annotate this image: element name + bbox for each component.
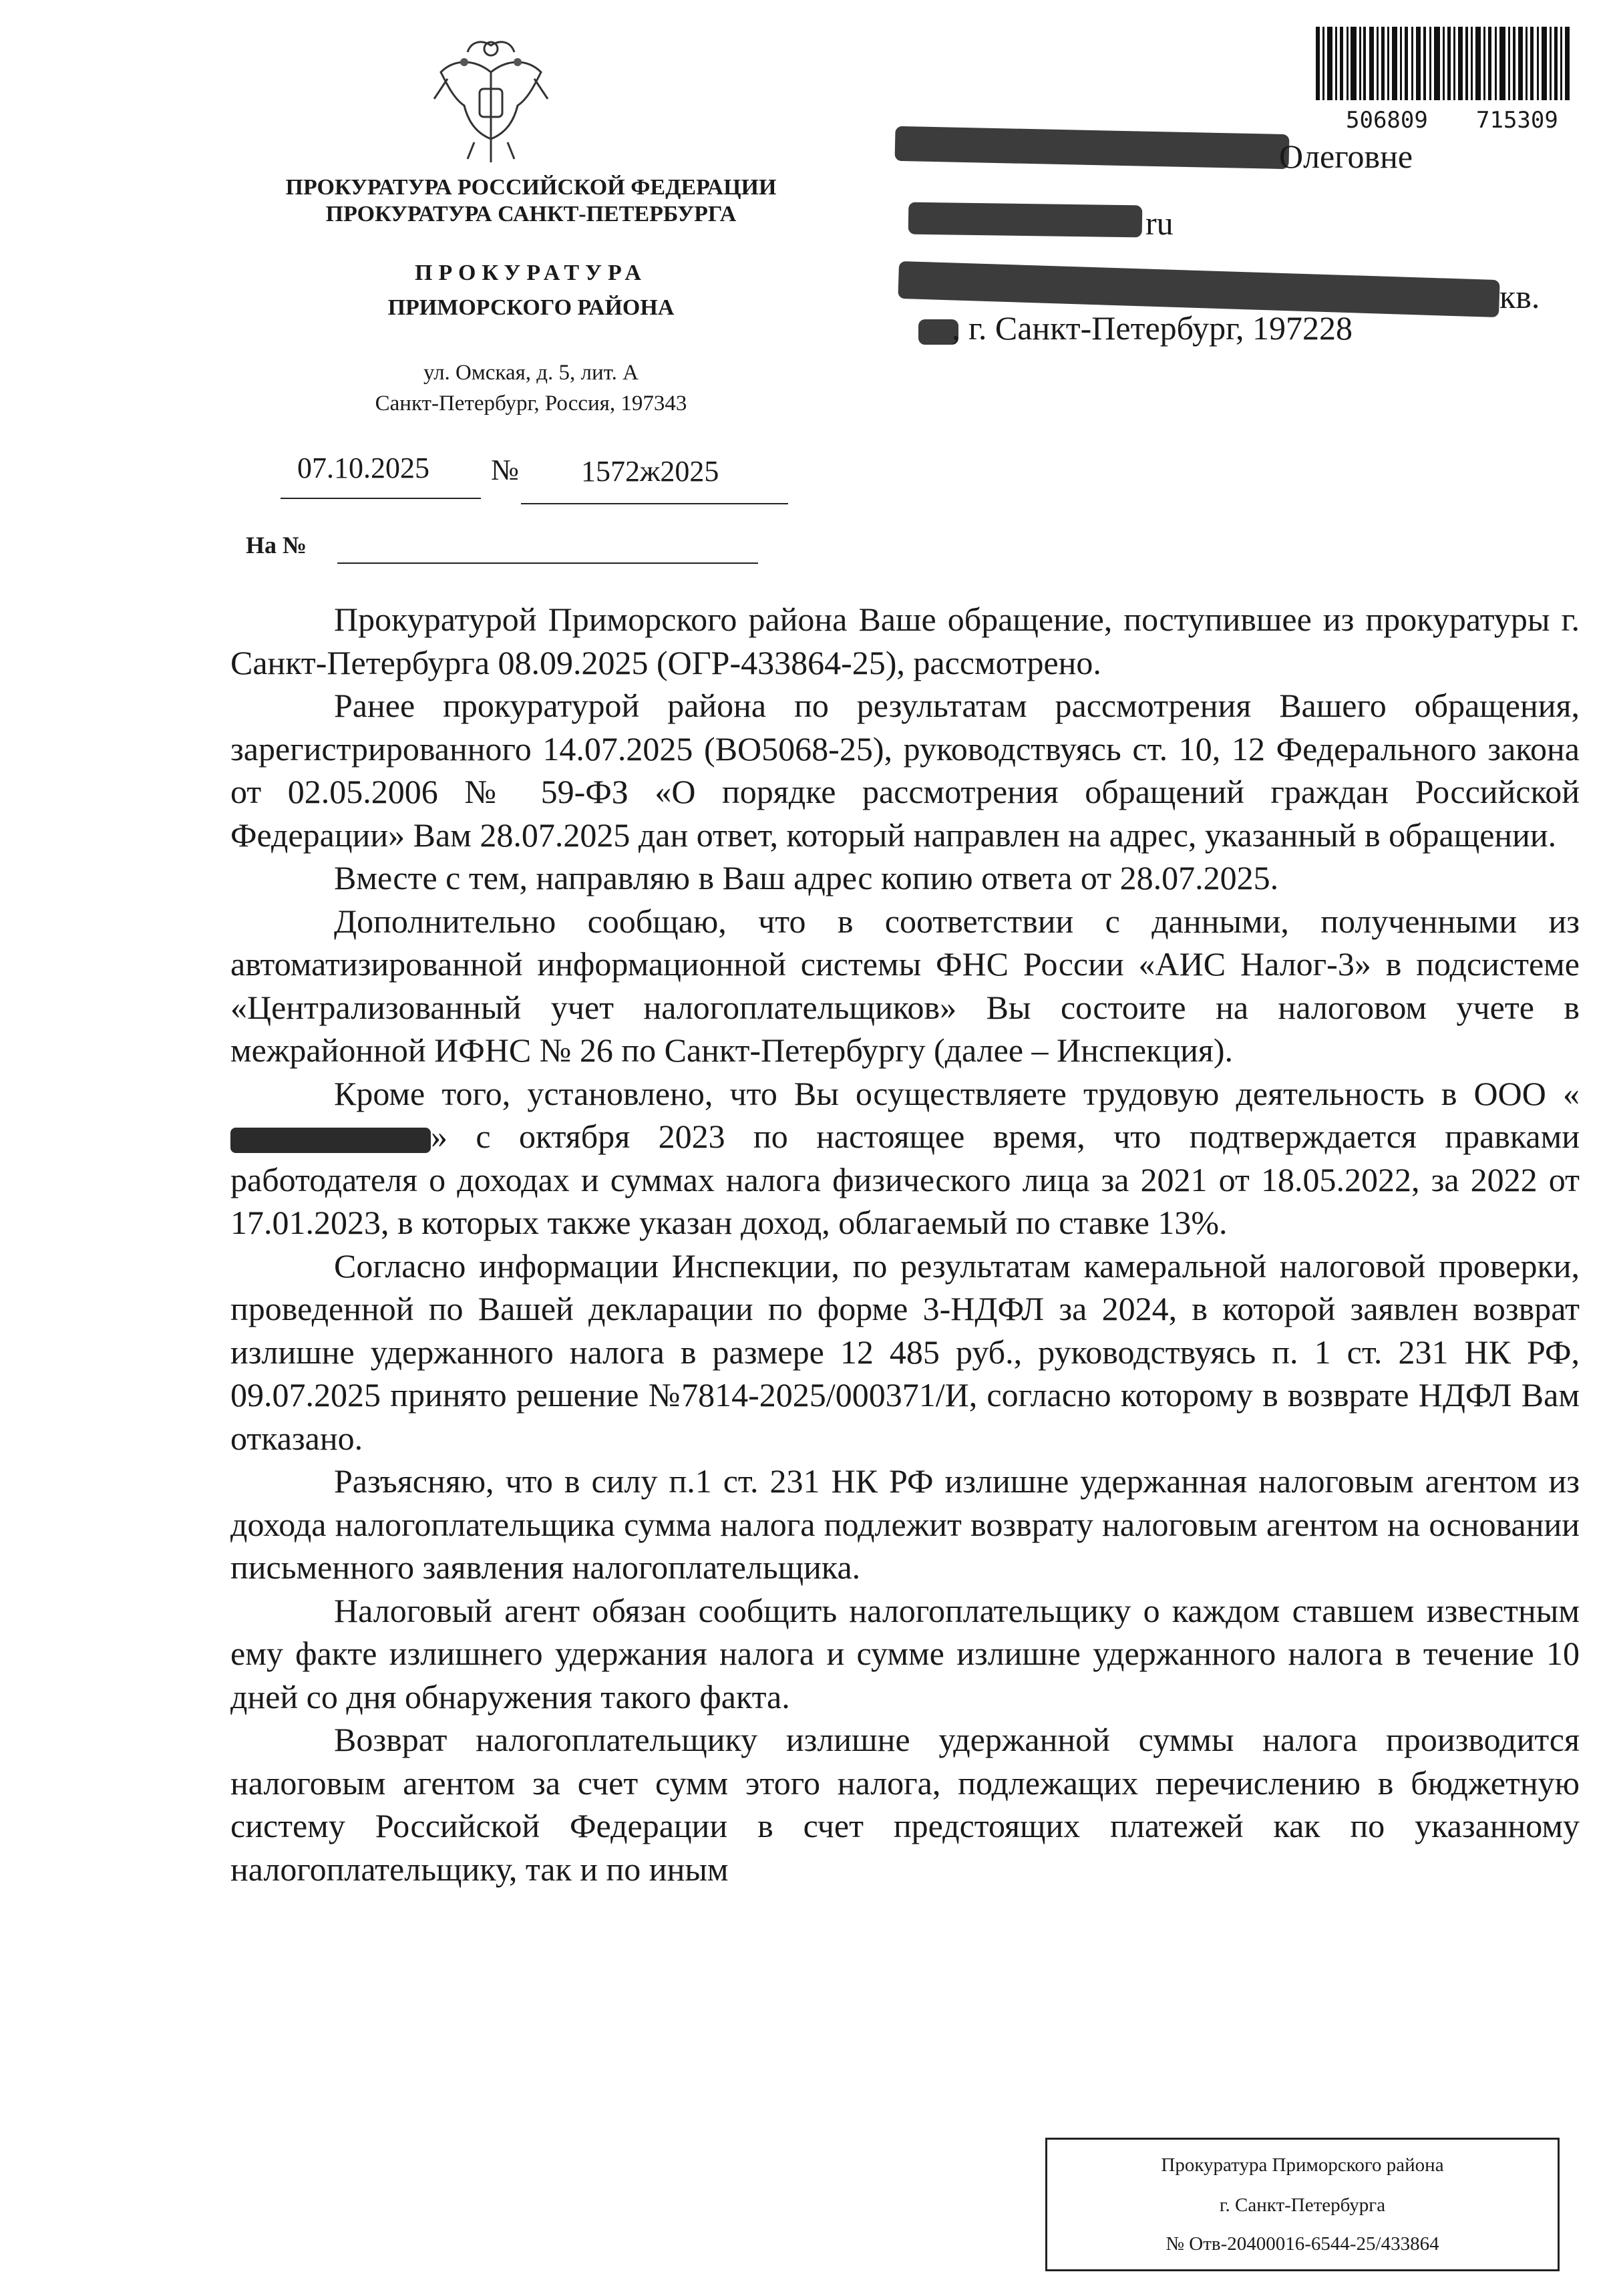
redaction-name [895,126,1290,169]
letter-number: 1572ж2025 [581,455,719,488]
address-line-2: Санкт-Петербург, Россия, 197343 [375,391,687,416]
employment-text-1: Кроме того, установлено, что Вы осуществляете трудовую деятельность в ООО « [334,1074,1580,1112]
number-label: № [491,454,519,486]
recipient-address: кв. [1499,278,1540,315]
recipient-city: , г. Санкт-Петербург, 197228 [952,309,1353,347]
body-paragraph-4: Дополнительно сообщаю, что в соответствии с данными, полученными из автоматизированной информационной системы ФНС России «АИС Налог-3» в подсистеме «Централизованный учет налогоплательщиков» Вы состоите на налоговом учете в межрайонной ИФНС № 26 по Санкт-Петербургу (далее – Инспекция). [230,902,1580,1069]
coat-of-arms-icon [427,32,554,166]
letter-date: 07.10.2025 [297,452,429,484]
number-underline [521,503,788,504]
stamp-line-2: г. Санкт-Петербурга [1219,2194,1386,2216]
body-paragraph-6: Разъясняю, что в силу п.1 ст. 231 НК РФ излишне удержанная налоговым агентом из дохода налогоплательщика сумма налога подлежит возврату налоговым агентом на основании письменного заявления налогоплательщика. [230,1462,1580,1586]
body-paragraph-3: Вместе с тем, направляю в Ваш адрес копию ответа от 28.07.2025. [334,859,1279,896]
redaction-email [908,202,1143,238]
org-line-1: ПРОКУРАТУРА РОССИЙСКОЙ ФЕДЕРАЦИИ [285,175,777,200]
recipient-email: ru [1145,204,1174,242]
body-paragraph-7: Налоговый агент обязан сообщить налогоплательщику о каждом ставшем известным ему факте излишнего удержания налога и сумме излишне удержанного налога в течение 10 дней со дня обнаружения такого факта. [230,1591,1580,1715]
date-underline [281,498,481,499]
body-paragraph-5: Согласно информации Инспекции, по результатам камеральной налоговой проверки, проведенной по Вашей декларации по форме 3-НДФЛ за 2024, в которой заявлен возврат излишне удержанного налога в размере 12 485 руб., руководствуясь п. 1 ст. 231 НК РФ, 09.07.2025 принято решение №7814-2025/000371/И, согласно которому в возврате НДФЛ Вам отказано. [230,1247,1580,1457]
stamp-line-3: № Отв-20400016-6544-25/433864 [1166,2233,1439,2255]
body-paragraph-8: Возврат налогоплательщику излишне удержанной суммы налога производится налоговым агентом за счет сумм этого налога, подлежащих перечислению в бюджетную систему Российской Федерации в счет предстоящих платежей как по указанному налогоплательщику, так и по иным [230,1721,1580,1888]
registration-stamp [1045,2138,1560,2271]
dept-line-1: ПРОКУРАТУРА [415,261,647,285]
recipient-name: Олеговне [1279,138,1413,175]
address-line-1: ул. Омская, д. 5, лит. А [423,361,639,385]
ref-label: На № [246,532,307,558]
barcode-left-digits: 506809 [1346,107,1428,134]
stamp-line-1: Прокуратура Приморского района [1161,2154,1444,2176]
org-line-2: ПРОКУРАТУРА САНКТ-ПЕТЕРБУРГА [325,202,737,226]
body-paragraph-1: Прокуратурой Приморского района Ваше обращение, поступившее из прокуратуры г. Санкт-Петербурга 08.09.2025 (ОГР-433864-25), рассмотрено. [230,601,1580,681]
body-paragraph-employment [230,1072,1580,1245]
employment-text-2: » с октября 2023 по настоящее время, что подтверждается правками работодателя о доходах и суммах налога физического лица за 2021 от 18.05.2022, за 2022 от 17.01.2023, в которых также указан доход, облагаемый по ставке 13%. [230,1118,1580,1241]
redaction-employer [230,1128,431,1153]
dept-line-2: ПРИМОРСКОГО РАЙОНА [387,295,675,320]
body-paragraph-2: Ранее прокуратурой района по результатам рассмотрения Вашего обращения, зарегистрированного 14.07.2025 (ВО5068-25), руководствуясь ст. 10, 12 Федерального закона от 02.05.2006 № 59-ФЗ «О порядке рассмотрения обращений граждан Российской Федерации» Вам 28.07.2025 дан ответ, который направлен на адрес, указанный в обращении. [230,687,1580,854]
letter-body [230,598,1580,1891]
barcode-icon [1316,27,1570,100]
barcode-right-digits: 715309 [1476,107,1558,134]
ref-underline [337,562,758,564]
